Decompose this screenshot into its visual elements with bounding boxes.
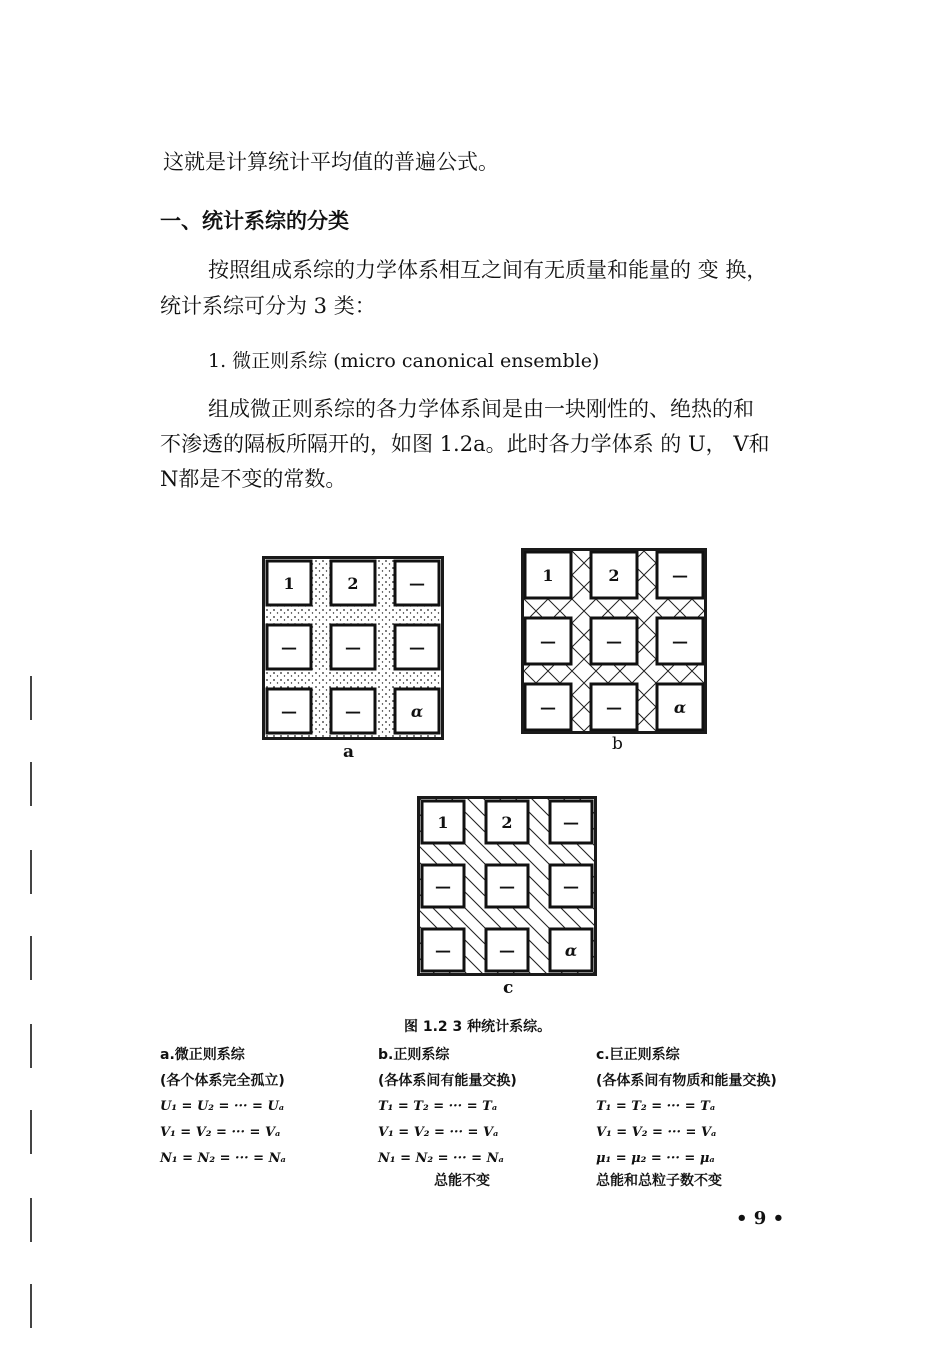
column-microcanonical [160, 1042, 286, 1172]
paragraph-line: N都是不变的常数。 [160, 467, 347, 491]
column-title: a.微正则系综 [160, 1047, 245, 1063]
system-cell-label: — [281, 638, 297, 657]
column-subtitle: (各体系间有物质和能量交换) [596, 1073, 777, 1089]
system-cell-label: — [281, 702, 297, 721]
column-title: c.巨正则系综 [596, 1047, 680, 1063]
scan-margin-mark [30, 936, 32, 980]
equation: V₁ = V₂ = ··· = Vₐ [378, 1125, 499, 1140]
page-number: • 9 • [736, 1208, 785, 1229]
scan-margin-mark [30, 850, 32, 894]
system-cell-label: α [564, 941, 578, 960]
paragraph-line: 不渗透的隔板所隔开的，如图 1.2a。此时各力学体系 的 U， V和 [160, 432, 770, 456]
system-cell-label: — [409, 638, 425, 657]
column-canonical [378, 1042, 517, 1190]
equation: N₁ = N₂ = ··· = Nₐ [378, 1151, 504, 1166]
system-cell-label: — [606, 698, 622, 717]
system-cell-label: — [499, 877, 515, 896]
paragraph-line: 按照组成系综的力学体系相互之间有无质量和能量的 变 换， [208, 258, 768, 282]
system-cell-label: α [673, 698, 687, 717]
system-cell-label: — [345, 638, 361, 657]
system-cell-label: 2 [608, 566, 620, 585]
equation: μ₁ = μ₂ = ··· = μₐ [596, 1151, 715, 1166]
panel-b-svg [524, 551, 704, 731]
system-cell-label: 2 [347, 574, 359, 593]
column-subtitle: (各体系间有能量交换) [378, 1073, 517, 1089]
system-cell-label: — [345, 702, 361, 721]
equation: T₁ = T₂ = ··· = Tₐ [378, 1099, 498, 1114]
panel-label-a: a [343, 742, 355, 762]
system-cell-label: — [499, 941, 515, 960]
scan-margin-mark [30, 1198, 32, 1242]
column-title: b.正则系综 [378, 1047, 450, 1063]
column-subtitle: (各个体系完全孤立) [160, 1073, 285, 1089]
panel-label-c: c [503, 978, 514, 998]
equation: N₁ = N₂ = ··· = Nₐ [160, 1151, 286, 1166]
column-grand-canonical [596, 1042, 777, 1190]
equation: U₁ = U₂ = ··· = Uₐ [160, 1099, 285, 1114]
scan-margin-mark [30, 1110, 32, 1154]
panel-label-b: b [612, 734, 623, 754]
figure-caption: 图 1.2 3 种统计系综。 [404, 1019, 552, 1035]
system-cell-label: — [540, 632, 556, 651]
scan-margin-mark [30, 1024, 32, 1068]
column-note: 总能和总粒子数不变 [596, 1173, 722, 1189]
ensemble-diagram-a [262, 556, 444, 740]
system-cell-label: 1 [283, 574, 295, 593]
equation: V₁ = V₂ = ··· = Vₐ [160, 1125, 281, 1140]
paragraph-line: 组成微正则系综的各力学体系间是由一块刚性的、绝热的和 [208, 397, 754, 421]
system-cell-label: α [410, 702, 424, 721]
system-cell-label: 1 [437, 813, 449, 832]
scan-margin-mark [30, 1284, 32, 1328]
paragraph-line: 统计系综可分为 3 类： [160, 294, 376, 318]
system-cell-label: 1 [542, 566, 554, 585]
equation: T₁ = T₂ = ··· = Tₐ [596, 1099, 716, 1114]
paragraph-intro: 这就是计算统计平均值的普遍公式。 [163, 150, 499, 174]
system-cell-label: 2 [501, 813, 513, 832]
system-cell-label: — [435, 877, 451, 896]
panel-a-svg [265, 559, 441, 737]
scan-margin-mark [30, 676, 32, 720]
scan-margin-mark [30, 762, 32, 806]
ensemble-diagram-b [521, 548, 707, 734]
subsection-heading: 1. 微正则系综 (micro canonical ensemble) [208, 350, 600, 372]
system-cell-label: — [435, 941, 451, 960]
ensemble-diagram-c [417, 796, 597, 976]
system-cell-label: — [672, 566, 688, 585]
system-cell-label: — [672, 632, 688, 651]
system-cell-label: — [409, 574, 425, 593]
system-cell-label: — [540, 698, 556, 717]
system-cell-label: — [563, 813, 579, 832]
column-note: 总能不变 [434, 1173, 490, 1189]
equation: V₁ = V₂ = ··· = Vₐ [596, 1125, 717, 1140]
system-cell-label: — [606, 632, 622, 651]
system-cell-label: — [563, 877, 579, 896]
section-heading: 一、统计系综的分类 [160, 209, 349, 233]
panel-c-svg [420, 799, 594, 973]
